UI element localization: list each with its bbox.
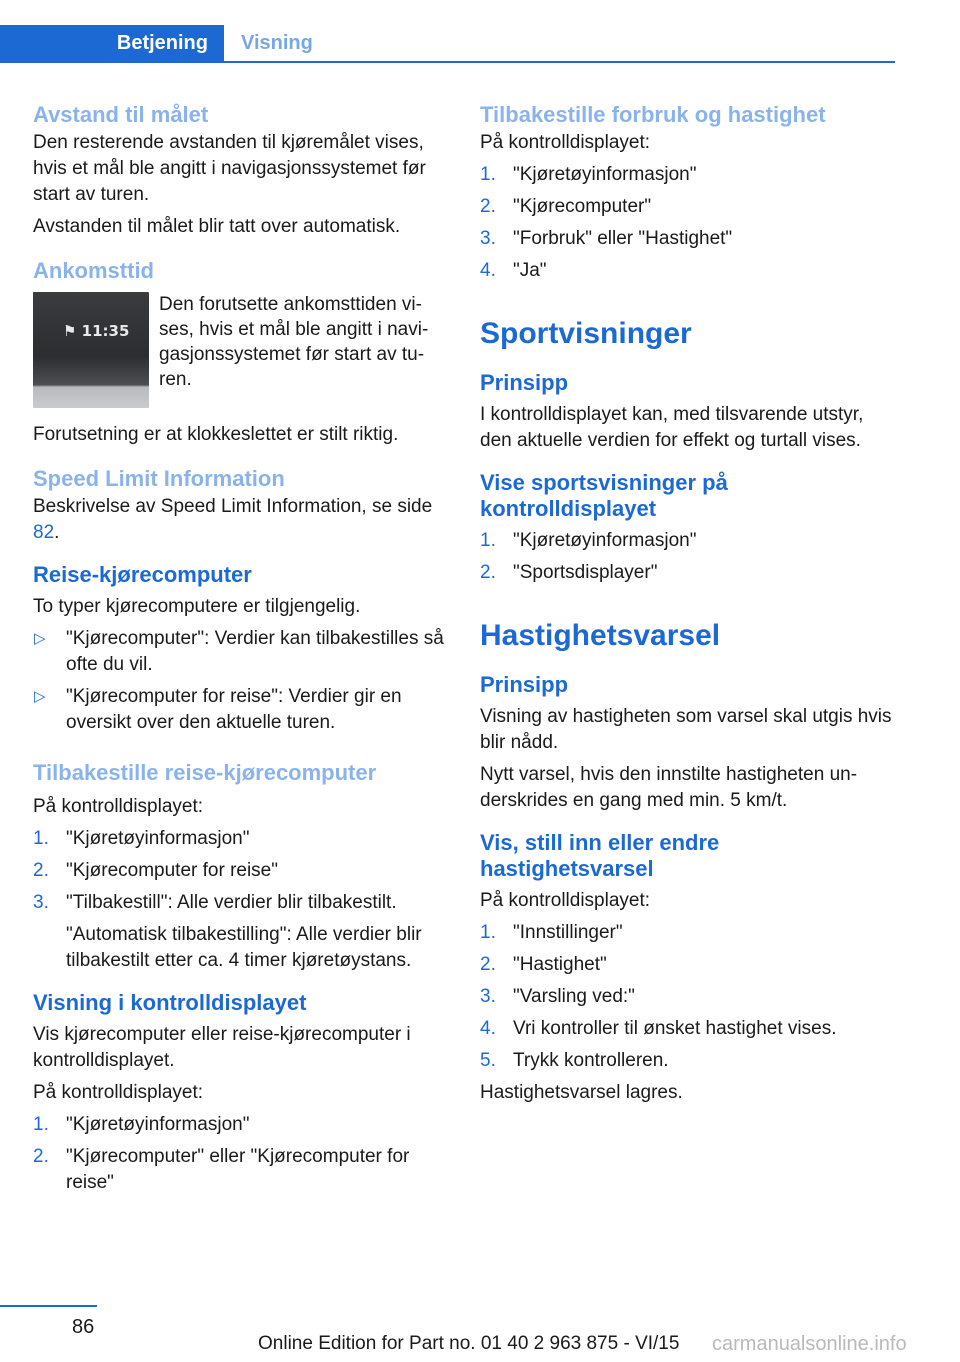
paragraph: På kontrolldisplayet: xyxy=(480,132,651,153)
paragraph: På kontrolldisplayet: xyxy=(480,890,651,911)
step-list xyxy=(480,528,895,586)
list-item: 2. "Sportsdisplayer" xyxy=(480,562,658,583)
list-item: 2. "Kjørecomputer" eller "Kjørecomputer for reise" xyxy=(33,1146,410,1193)
heading-speed-limit: Speed Limit Information xyxy=(33,466,285,491)
paragraph: Forutsetning er at klokkeslettet er stilt riktig. xyxy=(33,424,399,445)
step-list xyxy=(33,826,453,916)
heading-tilbakestille-forbruk: Tilbakestille forbruk og hastighet xyxy=(480,102,826,127)
list-item: 1. "Kjøretøyinformasjon" xyxy=(480,530,697,551)
heading-reise-kjorecomputer: Reise-kjørecomputer xyxy=(33,562,252,587)
page-link[interactable]: 82 xyxy=(33,522,55,543)
list-item: 5. Trykk kontrolleren. xyxy=(480,1050,669,1071)
paragraph: Den forutsette ankomsttiden vises, hvis et mål ble angitt i navigasjonssystemet før start av turen. xyxy=(159,294,429,390)
edition-note: Online Edition for Part no. 01 40 2 963 875 - VI/15 xyxy=(258,1333,680,1354)
paragraph: På kontrolldisplayet: xyxy=(33,1082,204,1103)
triangle-bullet-icon: ▷ xyxy=(34,630,46,647)
paragraph: Den resterende avstanden til kjøremålet vises, hvis et mål ble angitt i navigasjonssystemet før start av turen. xyxy=(33,132,426,205)
paragraph: Visning av hastigheten som varsel skal utgis hvis blir nådd. xyxy=(480,706,892,753)
bullet-list xyxy=(33,626,453,736)
clock-readout: ⚑ 11:35 xyxy=(63,322,130,340)
step-list xyxy=(33,1112,453,1196)
list-item: 4. "Ja" xyxy=(480,260,547,281)
step-list xyxy=(480,162,895,284)
heading-prinsipp: Prinsipp xyxy=(480,672,569,697)
paragraph: Nytt varsel, hvis den innstilte hastigheten underskrides en gang med min. 5 km/t. xyxy=(480,764,858,811)
heading-sportvisninger: Sportvisninger xyxy=(480,317,692,350)
paragraph: Hastighetsvarsel lagres. xyxy=(480,1082,683,1103)
list-item: 3. "Varsling ved:" xyxy=(480,986,635,1007)
page-number: 86 xyxy=(72,1316,95,1338)
list-item: ▷ "Kjørecomputer for reise": Verdier gir en oversikt over den aktuelle turen. xyxy=(34,686,402,733)
step-list xyxy=(480,920,895,1074)
list-item: 2. "Kjørecomputer" xyxy=(480,196,652,217)
arrival-time-display-image xyxy=(33,292,149,408)
paragraph: "Automatisk tilbakestilling": Alle verdier blir tilbakestilt etter ca. 4 timer kjøretøystans. xyxy=(66,924,422,971)
heading-hastighetsvarsel: Hastighetsvarsel xyxy=(480,619,721,652)
heading-prinsipp: Prinsipp xyxy=(480,370,569,395)
list-item: 2. "Hastighet" xyxy=(480,954,607,975)
paragraph: Beskrivelse av Speed Limit Information, se side 82. xyxy=(33,496,433,543)
left-column xyxy=(33,100,453,1202)
list-item: 1. "Kjøretøyinformasjon" xyxy=(480,164,697,185)
heading-avstand: Avstand til målet xyxy=(33,102,209,127)
list-item: ▷ "Kjørecomputer": Verdier kan tilbakestilles så ofte du vil. xyxy=(34,628,444,675)
list-item: 4. Vri kontroller til ønsket hastighet vises. xyxy=(480,1018,837,1039)
paragraph: To typer kjørecomputere er tilgjengelig. xyxy=(33,596,361,617)
paragraph: Avstanden til målet blir tatt over automatisk. xyxy=(33,216,401,237)
list-item: 3. "Tilbakestill": Alle verdier blir tilbakestilt. xyxy=(33,892,397,913)
heading-ankomsttid: Ankomsttid xyxy=(33,258,154,283)
heading-vis-still-inn: Vis, still inn eller endre hastighetsvarsel xyxy=(480,830,720,881)
list-item: 1. "Kjøretøyinformasjon" xyxy=(33,828,250,849)
heading-visning-kontrolldisplay: Visning i kontrolldisplayet xyxy=(33,990,307,1015)
tab-betjening[interactable]: Betjening xyxy=(0,25,224,61)
list-item: 2. "Kjørecomputer for reise" xyxy=(33,860,278,881)
paragraph: Vis kjørecomputer eller reise-kjørecomputer i kontrolldisplayet. xyxy=(33,1024,411,1071)
ankomsttid-block xyxy=(33,286,453,406)
header-tab-bar xyxy=(0,25,895,63)
watermark: carmanualsonline.info xyxy=(712,1333,907,1355)
list-item: 1. "Kjøretøyinformasjon" xyxy=(33,1114,250,1135)
triangle-bullet-icon: ▷ xyxy=(34,688,46,705)
paragraph: På kontrolldisplayet: xyxy=(33,796,204,817)
list-item: 3. "Forbruk" eller "Hastighet" xyxy=(480,228,733,249)
right-column xyxy=(480,100,895,1106)
list-item: 1. "Innstillinger" xyxy=(480,922,623,943)
footer-rule xyxy=(0,1305,97,1307)
heading-tilbakestille-reise: Tilbakestille reise-kjørecomputer xyxy=(33,760,377,785)
heading-vise-sportsvisninger: Vise sportsvisninger på kontrolldisplayet xyxy=(480,470,728,521)
paragraph: I kontrolldisplayet kan, med tilsvarende utstyr, den aktuelle verdien for effekt og turtall vises. xyxy=(480,404,864,451)
tab-visning[interactable]: Visning xyxy=(241,32,313,54)
